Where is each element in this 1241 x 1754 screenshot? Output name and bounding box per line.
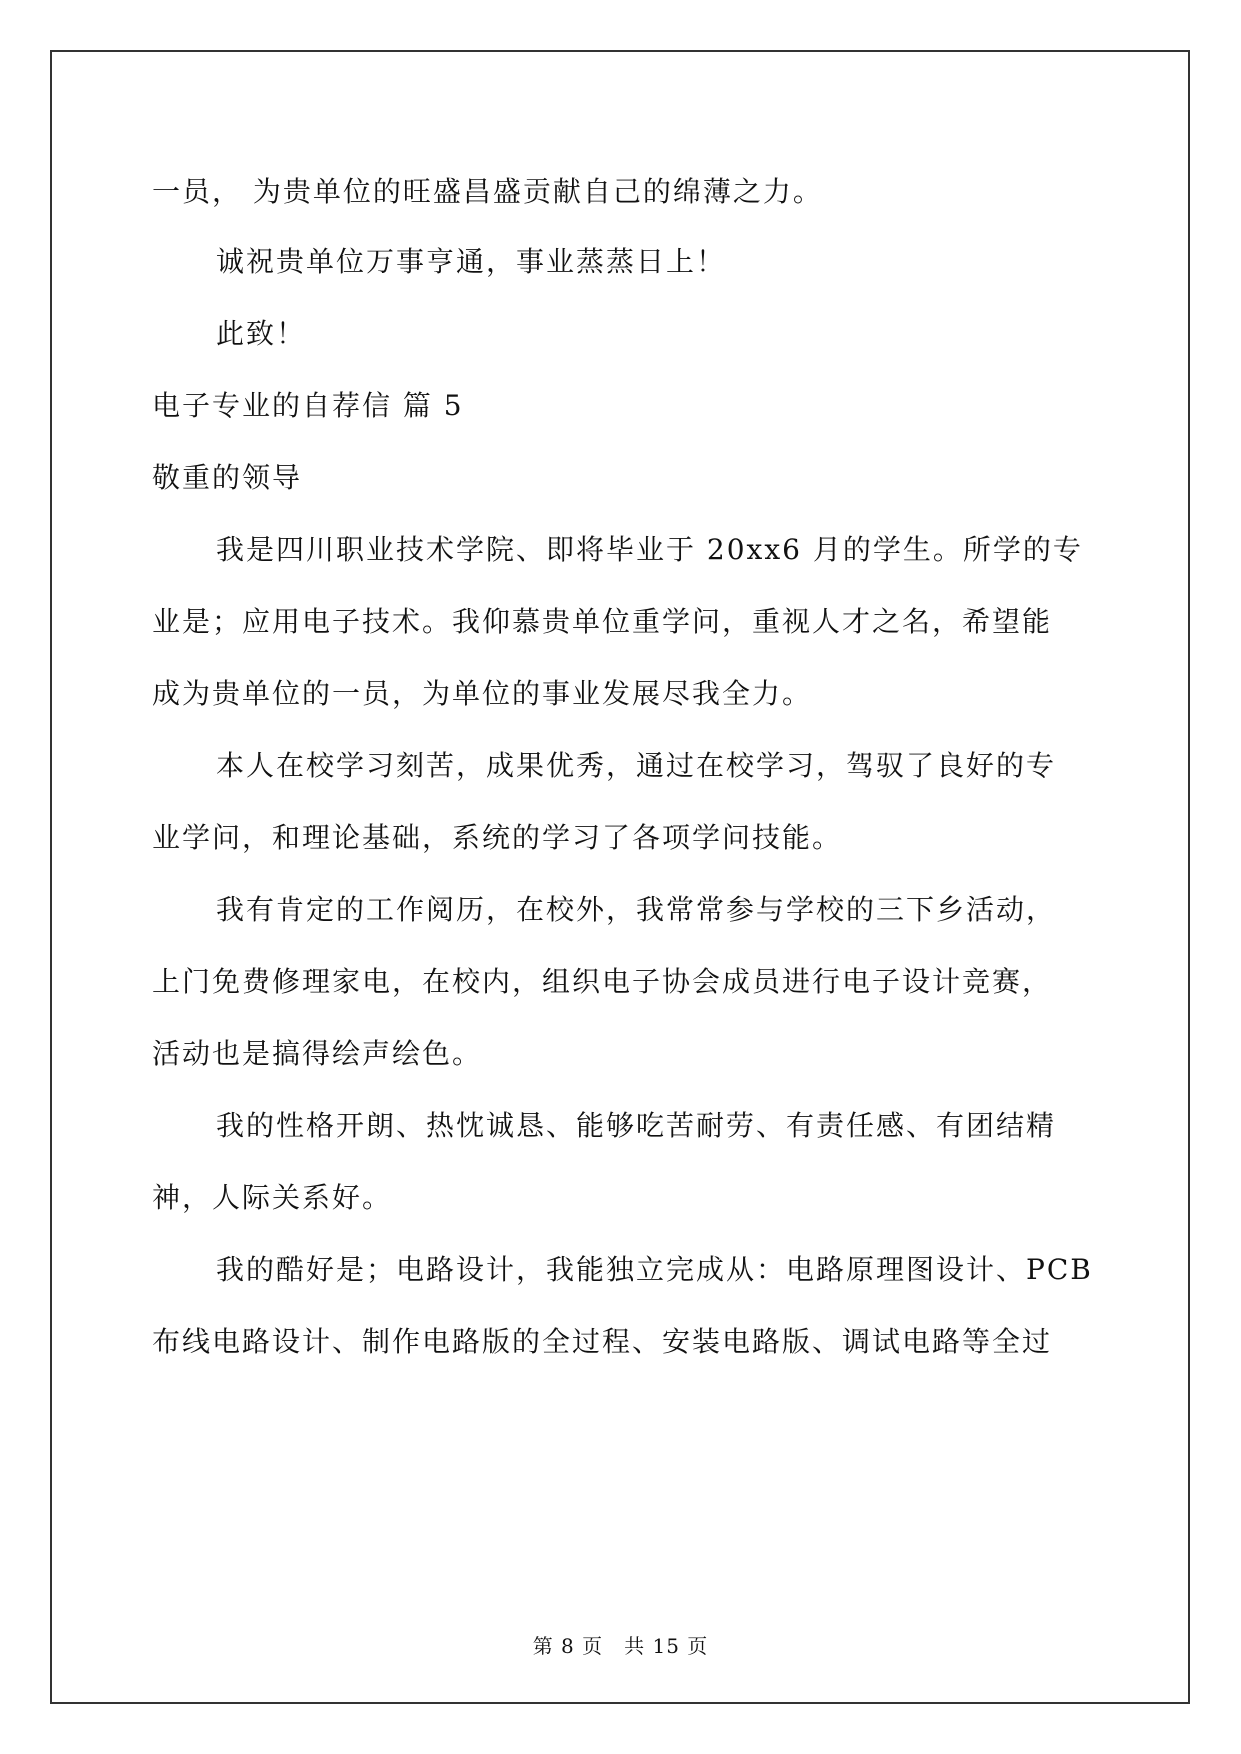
text-line: 诚祝贵单位万事亨通，事业蒸蒸日上！ xyxy=(216,245,727,278)
text-line: 我的酷好是；电路设计，我能独立完成从：电路原理图设计、PCB xyxy=(216,1253,1093,1286)
text-line: 上门免费修理家电，在校内，组织电子协会成员进行电子设计竞赛， xyxy=(152,965,1053,998)
text-line: 我有肯定的工作阅历，在校外，我常常参与学校的三下乡活动， xyxy=(216,893,1057,926)
section-heading: 电子专业的自荐信 篇 5 xyxy=(152,389,464,422)
page-footer: 第 8 页 共 15 页 xyxy=(532,1634,709,1658)
text-line: 业是；应用电子技术。我仰慕贵单位重学问，重视人才之名，希望能 xyxy=(152,605,1053,638)
text-line: 神，人际关系好。 xyxy=(152,1181,393,1214)
text-line: 活动也是搞得绘声绘色。 xyxy=(152,1037,483,1070)
text-line: 业学问，和理论基础，系统的学习了各项学问技能。 xyxy=(152,821,843,854)
salutation: 敬重的领导 xyxy=(152,461,303,494)
text-line: 一员， 为贵单位的旺盛昌盛贡献自己的绵薄之力。 xyxy=(152,175,823,208)
text-line: 本人在校学习刻苦，成果优秀，通过在校学习，驾驭了良好的专 xyxy=(216,749,1057,782)
text-line: 我是四川职业技术学院、即将毕业于 20xx6 月的学生。所学的专 xyxy=(216,533,1083,566)
page-border xyxy=(50,50,1190,1704)
text-line: 成为贵单位的一员，为单位的事业发展尽我全力。 xyxy=(152,677,813,710)
text-line: 我的性格开朗、热忱诚恳、能够吃苦耐劳、有责任感、有团结精 xyxy=(216,1109,1057,1142)
text-line: 布线电路设计、制作电路版的全过程、安装电路版、调试电路等全过 xyxy=(152,1325,1053,1358)
text-line: 此致！ xyxy=(216,317,307,350)
